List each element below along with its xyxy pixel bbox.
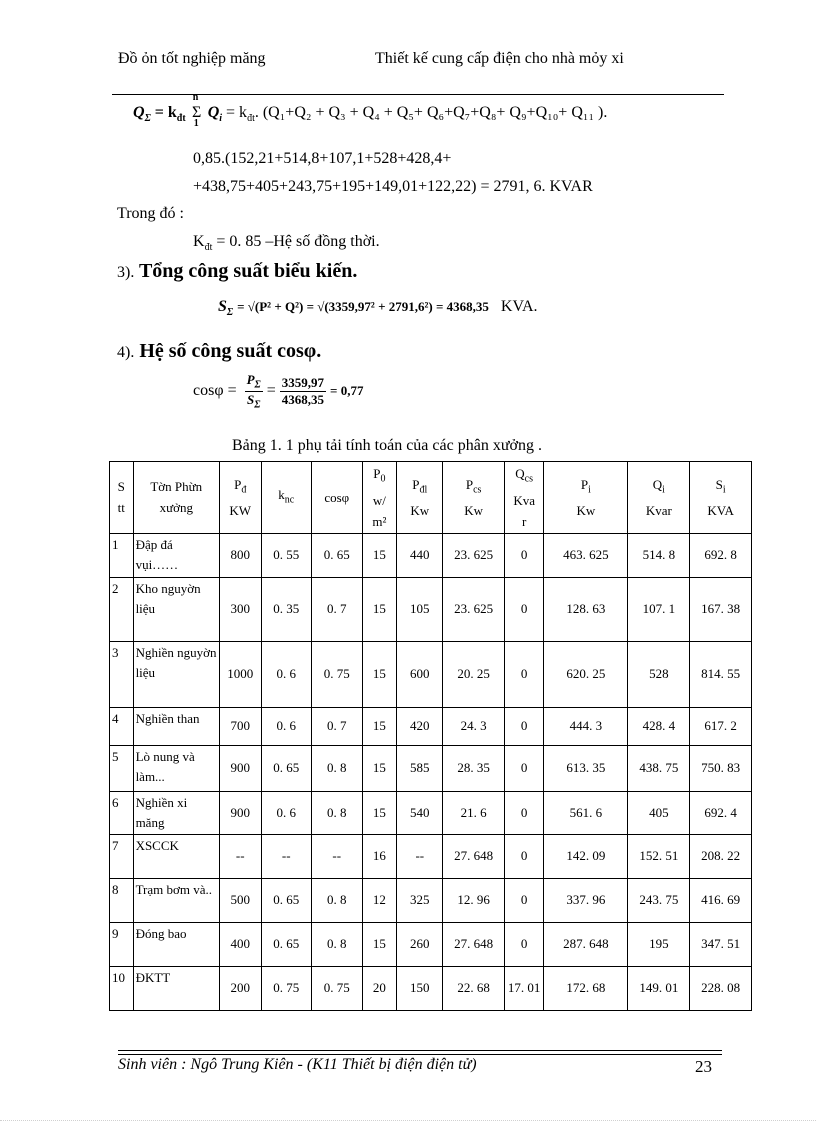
table-row — [110, 707, 752, 745]
table-row — [110, 878, 752, 922]
table-cell: 300 — [219, 577, 261, 641]
row-name: ĐKTT — [133, 966, 219, 1010]
table-row — [110, 641, 752, 707]
table-cell: 617. 2 — [690, 707, 752, 745]
table-row — [110, 577, 752, 641]
footer-rule-top — [118, 1050, 722, 1051]
col-qi: $Q_i$ Kvar — [628, 462, 690, 534]
q-i: $Q_i$ — [207, 104, 223, 125]
row-stt: 6 — [110, 791, 134, 834]
table-cell: 1000 — [219, 641, 261, 707]
table-cell: 27. 648 — [443, 834, 505, 878]
table-cell: 15 — [362, 745, 397, 791]
trong-do: Trong đó : — [117, 205, 184, 222]
table-cell: 0. 65 — [261, 745, 312, 791]
section-4-heading: 4). Hệ số công suất cosφ. — [117, 340, 322, 362]
table-cell: 514. 8 — [628, 533, 690, 577]
table-cell: 337. 96 — [544, 878, 628, 922]
col-pi: $P_i$ Kw — [544, 462, 628, 534]
table-cell: 0. 55 — [261, 533, 312, 577]
header-left: Đồ ỏn tốt nghiệp măng — [118, 50, 266, 67]
row-name: Kho nguyờn liệu — [133, 577, 219, 641]
table-cell: 16 — [362, 834, 397, 878]
table-cell: 20 — [362, 966, 397, 1010]
table-cell: 142. 09 — [544, 834, 628, 878]
table-cell: -- — [219, 834, 261, 878]
table-cell: 620. 25 — [544, 641, 628, 707]
table-cell: 12. 96 — [443, 878, 505, 922]
row-name: Nghiền xi măng — [133, 791, 219, 834]
table-cell: 0 — [505, 707, 544, 745]
q-sigma: $Q_\Sigma$ — [133, 104, 151, 125]
table-cell: 0 — [505, 745, 544, 791]
table-cell: 12 — [362, 878, 397, 922]
row-stt: 4 — [110, 707, 134, 745]
table-cell: 0. 6 — [261, 707, 312, 745]
table-cell: 347. 51 — [690, 922, 752, 966]
table-cell: 23. 625 — [443, 577, 505, 641]
table-cell: 150 — [397, 966, 443, 1010]
footer-rule-bottom — [118, 1054, 722, 1055]
table-cell: 149. 01 — [628, 966, 690, 1010]
row-name: Đóng bao — [133, 922, 219, 966]
table-cell: 15 — [362, 533, 397, 577]
col-knc: $k_{nc}$ — [261, 462, 312, 534]
table-cell: 400 — [219, 922, 261, 966]
page-edge — [0, 1120, 816, 1121]
table-cell: 814. 55 — [690, 641, 752, 707]
section-3-heading: 3). Tổng công suất biểu kiến. — [117, 260, 358, 282]
table-cell: 0. 7 — [312, 707, 363, 745]
table-cell: 800 — [219, 533, 261, 577]
table-cell: 700 — [219, 707, 261, 745]
row-stt: 5 — [110, 745, 134, 791]
table-cell: 600 — [397, 641, 443, 707]
table-cell: 200 — [219, 966, 261, 1010]
row-name: XSCCK — [133, 834, 219, 878]
q-kdt: = $k_{đt}$ — [154, 104, 186, 125]
table-cell: 0. 8 — [312, 745, 363, 791]
table-caption: Bảng 1. 1 phụ tải tính toán của các phân xưởng . — [232, 437, 542, 454]
table-cell: -- — [312, 834, 363, 878]
row-stt: 8 — [110, 878, 134, 922]
col-p0: $P_0$ w/ m² — [362, 462, 397, 534]
table-cell: 24. 3 — [443, 707, 505, 745]
col-pdl: $P_{đl}$ Kw — [397, 462, 443, 534]
table-cell: 228. 08 — [690, 966, 752, 1010]
table-row — [110, 533, 752, 577]
table-cell: 0. 8 — [312, 791, 363, 834]
col-pd: $P_đ$ KW — [219, 462, 261, 534]
footer-text: Sinh viên : Ngô Trung Kiên - (K11 Thiết bị điện điện tử) — [118, 1056, 477, 1073]
col-si: $S_i$ KVA — [690, 462, 752, 534]
table-cell: 0. 65 — [261, 878, 312, 922]
table-cell: 0. 8 — [312, 878, 363, 922]
q-formula — [133, 92, 608, 129]
table-cell: 440 — [397, 533, 443, 577]
q-rhs: = $k_{đt}$. (Q₁+Q₂ + Q₃ + Q₄ + Q₅+ Q₆+Q₇+Q₈+ Q₉+Q₁₀+ Q₁₁ ). — [226, 104, 608, 125]
table-cell: 152. 51 — [628, 834, 690, 878]
table-cell: 17. 01 — [505, 966, 544, 1010]
table-cell: 167. 38 — [690, 577, 752, 641]
table-cell: 260 — [397, 922, 443, 966]
table-cell: 444. 3 — [544, 707, 628, 745]
table-cell: 540 — [397, 791, 443, 834]
table-cell: -- — [261, 834, 312, 878]
table-cell: 172. 68 — [544, 966, 628, 1010]
table-cell: 0. 75 — [261, 966, 312, 1010]
table-cell: 0 — [505, 922, 544, 966]
table-cell: 561. 6 — [544, 791, 628, 834]
col-name: Tờn Phừn xưởng — [133, 462, 219, 534]
table-cell: 28. 35 — [443, 745, 505, 791]
table-cell: 0 — [505, 533, 544, 577]
table-body — [110, 533, 752, 1010]
table-row — [110, 745, 752, 791]
table-header-row — [110, 462, 752, 534]
kdt-line: $K_{đt} = 0$. 85 –Hệ số đồng thời. — [193, 233, 380, 254]
table-cell: 15 — [362, 922, 397, 966]
table-cell: 15 — [362, 577, 397, 641]
row-name: Lò nung và làm... — [133, 745, 219, 791]
col-stt: S tt — [110, 462, 134, 534]
page-number: 23 — [695, 1057, 712, 1076]
table-cell: 128. 63 — [544, 577, 628, 641]
table-cell: 613. 35 — [544, 745, 628, 791]
table-cell: 0. 65 — [261, 922, 312, 966]
table-cell: 325 — [397, 878, 443, 922]
row-stt: 3 — [110, 641, 134, 707]
table-cell: 15 — [362, 791, 397, 834]
table-cell: 22. 68 — [443, 966, 505, 1010]
row-name: Nghiền than — [133, 707, 219, 745]
table-cell: 585 — [397, 745, 443, 791]
table-cell: 0. 65 — [312, 533, 363, 577]
table-cell: 195 — [628, 922, 690, 966]
cos-formula: cosφ = $\frac{P_\Sigma}{S_\Sigma}$ = $\frac{3359,97}{4368,35}$ = 0,77 — [193, 372, 364, 411]
col-pcs: $P_{cs}$ Kw — [443, 462, 505, 534]
table-cell: 500 — [219, 878, 261, 922]
table-cell: 428. 4 — [628, 707, 690, 745]
sum-sign: n Σ 1 — [192, 92, 202, 129]
q-line2: +438,75+405+243,75+195+149,01+122,22) = 2791, 6. KVAR — [193, 178, 593, 195]
col-qcs: $Q_{cs}$ Kva r — [505, 462, 544, 534]
table-cell: 27. 648 — [443, 922, 505, 966]
row-stt: 1 — [110, 533, 134, 577]
table-cell: 900 — [219, 745, 261, 791]
table-cell: 20. 25 — [443, 641, 505, 707]
table-cell: 0 — [505, 791, 544, 834]
table-cell: 0. 75 — [312, 966, 363, 1010]
row-stt: 9 — [110, 922, 134, 966]
table-cell: 243. 75 — [628, 878, 690, 922]
table-cell: 0. 35 — [261, 577, 312, 641]
table-cell: 438. 75 — [628, 745, 690, 791]
table-cell: 107. 1 — [628, 577, 690, 641]
table-cell: 0 — [505, 641, 544, 707]
table-cell: 0 — [505, 834, 544, 878]
row-name: Trạm bơm và.. — [133, 878, 219, 922]
table-cell: 105 — [397, 577, 443, 641]
table-row — [110, 966, 752, 1010]
q-line1: 0,85.(152,21+514,8+107,1+528+428,4+ — [193, 150, 452, 167]
table-cell: -- — [397, 834, 443, 878]
table-row — [110, 791, 752, 834]
table-row — [110, 922, 752, 966]
table-cell: 692. 4 — [690, 791, 752, 834]
table-cell: 420 — [397, 707, 443, 745]
row-stt: 2 — [110, 577, 134, 641]
table-cell: 463. 625 — [544, 533, 628, 577]
table-cell: 692. 8 — [690, 533, 752, 577]
row-stt: 7 — [110, 834, 134, 878]
header-rule — [112, 94, 724, 95]
table-cell: 0. 8 — [312, 922, 363, 966]
table-cell: 0. 7 — [312, 577, 363, 641]
table-row — [110, 834, 752, 878]
table-cell: 23. 625 — [443, 533, 505, 577]
header-right: Thiết kế cung cấp điện cho nhà mỏy xi — [375, 50, 624, 67]
table-cell: 900 — [219, 791, 261, 834]
s-formula: $S_\Sigma = √(P^2 + Q^2) = √(3359,97^2 + 2791,6^2) = 4368,35$ KVA. — [218, 298, 538, 319]
table-cell: 405 — [628, 791, 690, 834]
row-stt: 10 — [110, 966, 134, 1010]
table-cell: 0. 6 — [261, 641, 312, 707]
row-name: Đập đá vụi…… — [133, 533, 219, 577]
load-table — [109, 461, 752, 1011]
col-cos: cosφ — [312, 462, 363, 534]
table-cell: 0. 6 — [261, 791, 312, 834]
table-cell: 750. 83 — [690, 745, 752, 791]
row-name: Nghiền nguyờn liệu — [133, 641, 219, 707]
table-cell: 15 — [362, 641, 397, 707]
table-cell: 287. 648 — [544, 922, 628, 966]
table-cell: 15 — [362, 707, 397, 745]
table-cell: 528 — [628, 641, 690, 707]
table-cell: 208. 22 — [690, 834, 752, 878]
table-cell: 416. 69 — [690, 878, 752, 922]
table-cell: 0 — [505, 577, 544, 641]
table-cell: 0 — [505, 878, 544, 922]
table-cell: 0. 75 — [312, 641, 363, 707]
table-cell: 21. 6 — [443, 791, 505, 834]
